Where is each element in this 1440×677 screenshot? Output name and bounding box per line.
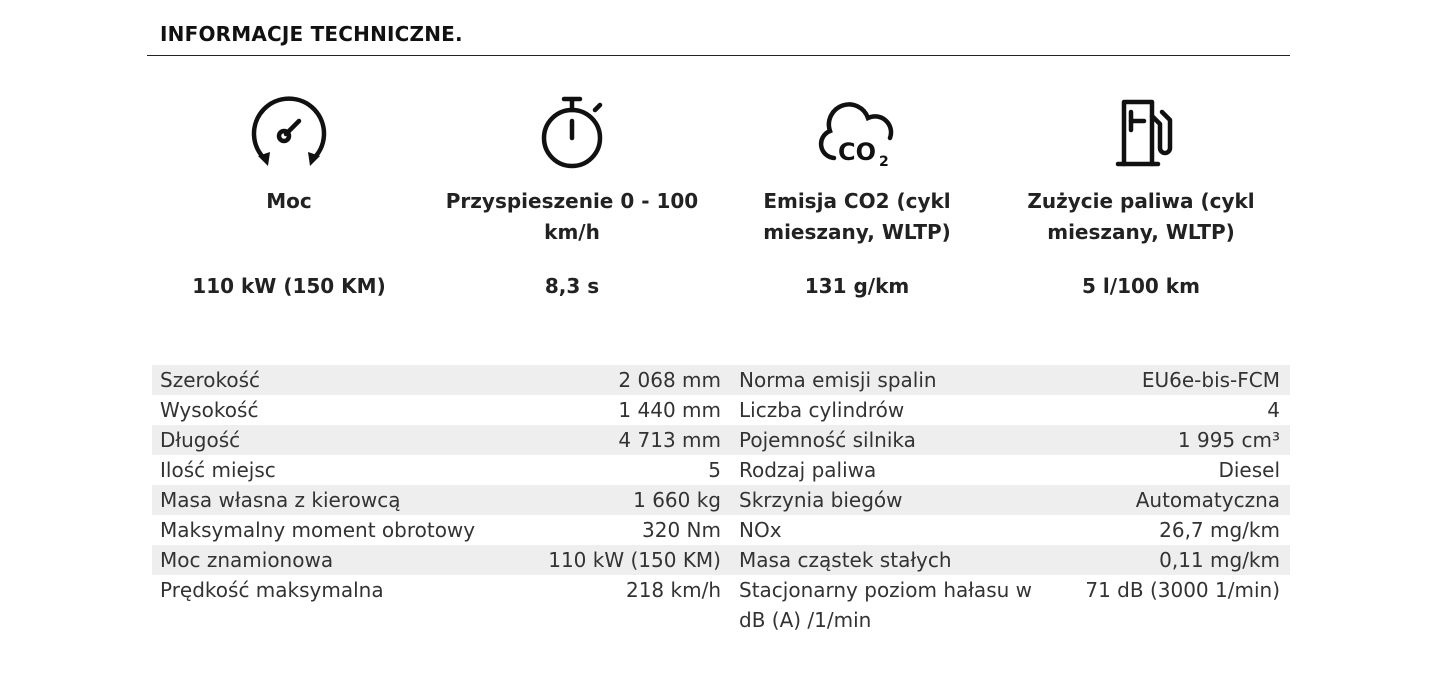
spec-value: 2 068 mm [534, 365, 731, 395]
spec-label: Masa cząstek stałych [731, 545, 1066, 575]
kpi-label: Zużycie paliwa (cykl mieszany, WLTP) [1027, 189, 1255, 244]
spec-value: Diesel [1218, 458, 1280, 482]
spec-label: Pojemność silnika [731, 425, 1066, 455]
spec-label: Długość [152, 425, 534, 455]
spec-value: 5 [708, 458, 721, 482]
spec-value: 4 713 mm [534, 425, 731, 455]
spec-value: Automatyczna [1066, 485, 1290, 515]
spec-label: Moc znamionowa [152, 545, 534, 575]
spec-label: Skrzynia biegów [731, 485, 1066, 515]
spec-value: 26,7 mg/km [1159, 518, 1280, 542]
svg-text:CO: CO [838, 138, 877, 166]
kpi-label: Emisja CO2 (cykl mieszany, WLTP) [763, 189, 951, 244]
stopwatch-icon [527, 88, 617, 178]
co2-cloud-icon [812, 88, 902, 178]
spec-label: NOx [739, 518, 782, 542]
speedometer-icon [244, 88, 334, 178]
spec-value: 0,11 mg/km [1066, 545, 1290, 575]
kpi-label: Moc [266, 189, 312, 213]
kpi-label: Przyspieszenie 0 - 100 km/h [445, 189, 699, 244]
spec-label: Stacjonarny poziom hałasu w dB (A) /1/min [739, 578, 1032, 632]
table-row [152, 395, 1290, 425]
table-row [152, 575, 1290, 635]
spec-label: Wysokość [160, 398, 259, 422]
spec-value: 1 995 cm³ [1066, 425, 1290, 455]
spec-label: Maksymalny moment obrotowy [160, 518, 476, 542]
kpi-co2-emission [712, 88, 1002, 298]
kpi-acceleration [427, 88, 717, 298]
fuel-pump-icon [1096, 88, 1186, 178]
kpi-value: 8,3 s [544, 274, 600, 298]
spec-value: 110 kW (150 KM) [534, 545, 731, 575]
spec-value: 218 km/h [625, 578, 721, 602]
spec-label: Ilość miejsc [160, 458, 276, 482]
section-title: INFORMACJE TECHNICZNE. [160, 22, 463, 46]
spec-label: Szerokość [152, 365, 534, 395]
spec-label: Rodzaj paliwa [739, 458, 877, 482]
specs-table [152, 365, 1290, 635]
title-divider [147, 55, 1290, 56]
table-row [152, 455, 1290, 485]
kpi-fuel-consumption [996, 88, 1286, 298]
spec-label: Prędkość maksymalna [160, 578, 384, 602]
spec-label: Masa własna z kierowcą [152, 485, 534, 515]
spec-value: 4 [1267, 398, 1280, 422]
spec-value: 320 Nm [642, 518, 721, 542]
kpi-value: 110 kW (150 KM) [192, 274, 386, 298]
table-row [152, 425, 1290, 455]
table-row [152, 365, 1290, 395]
svg-text:2: 2 [879, 154, 889, 170]
spec-label: Norma emisji spalin [731, 365, 1066, 395]
kpi-value: 5 l/100 km [1082, 274, 1200, 298]
spec-value: 1 440 mm [618, 398, 721, 422]
kpi-power [144, 88, 434, 298]
spec-label: Liczba cylindrów [739, 398, 905, 422]
spec-value: EU6e-bis-FCM [1066, 365, 1290, 395]
spec-value: 1 660 kg [534, 485, 731, 515]
kpi-value: 131 g/km [804, 274, 910, 298]
spec-value: 71 dB (3000 1/min) [1085, 578, 1280, 602]
table-row [152, 515, 1290, 545]
table-row [152, 545, 1290, 575]
table-row [152, 485, 1290, 515]
